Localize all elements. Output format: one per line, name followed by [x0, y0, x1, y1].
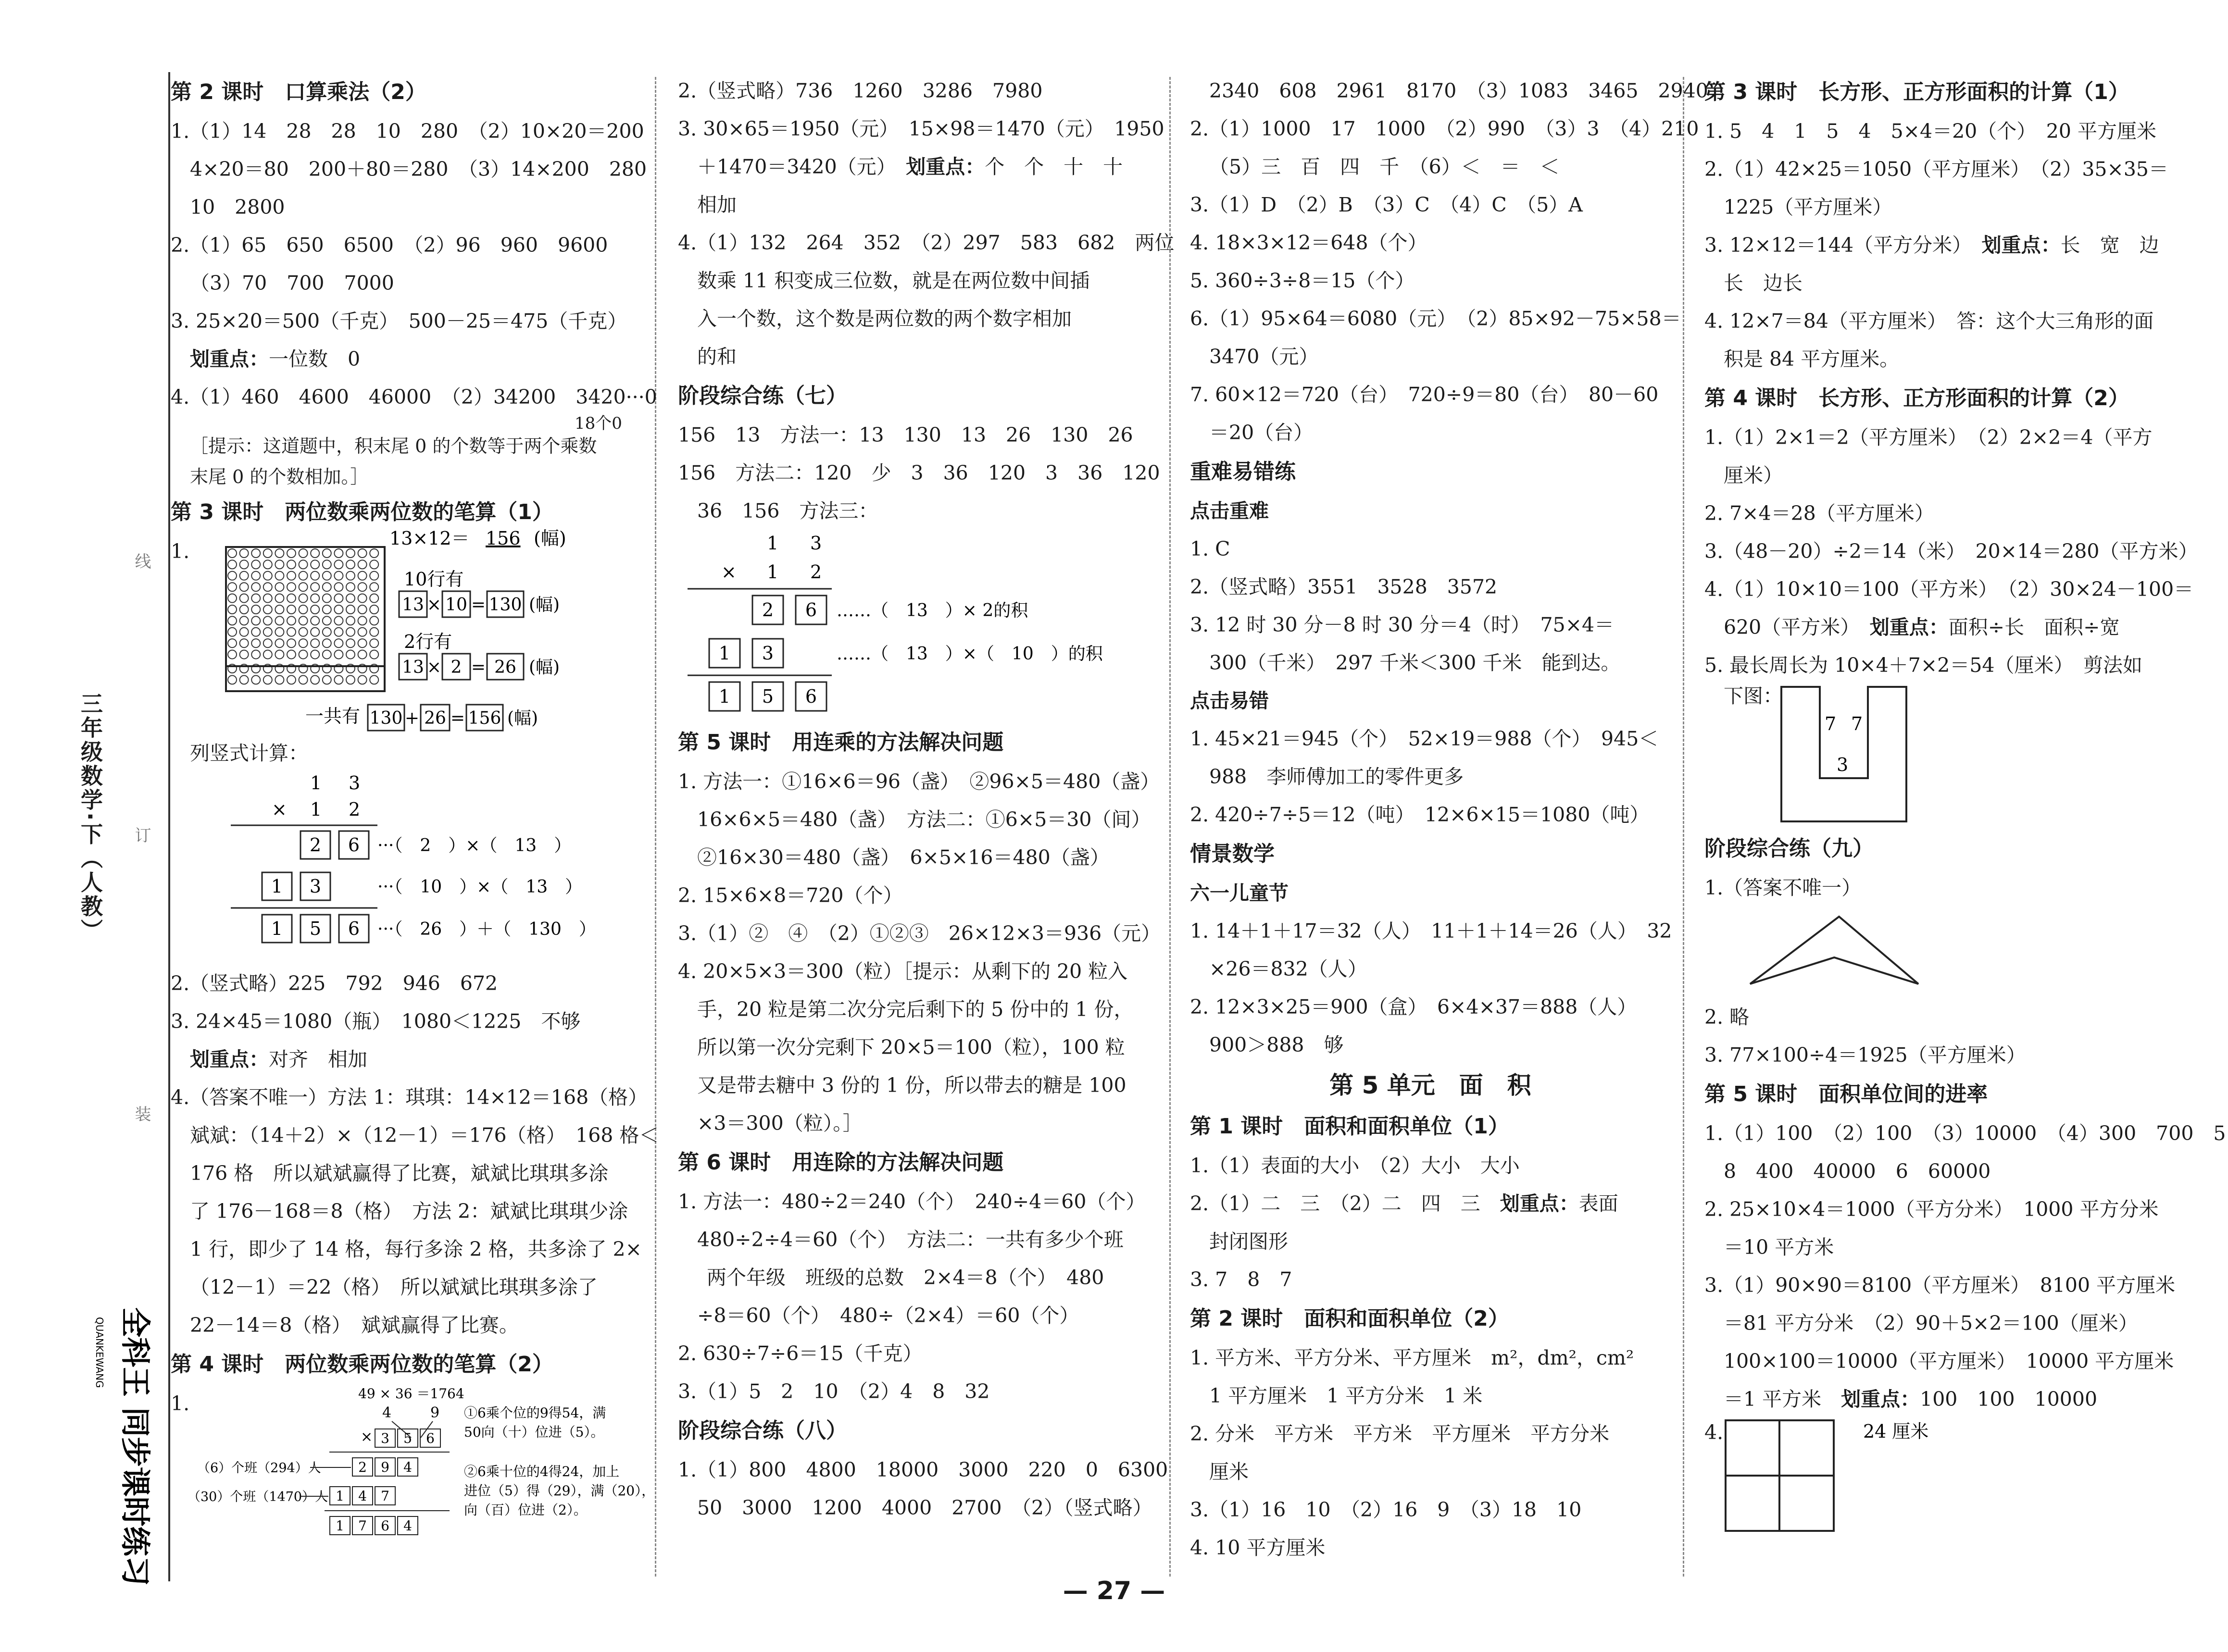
section-heading: 情景数学: [1190, 842, 1275, 866]
answer-line: 的和: [697, 345, 737, 368]
answer-line: 8 400 40000 6 60000: [1724, 1160, 1991, 1183]
answer-line: 2. 12×3×25＝900（盒） 6×4×37＝888（人）: [1190, 995, 1637, 1019]
answer-line: 3. 30×65＝1950（元） 15×98＝1470（元） 1950: [678, 117, 1164, 140]
digit-box: 6: [348, 918, 360, 939]
answer-line: 1. 5 4 1 5 4 5×4＝20（个） 20 平方厘米: [1704, 120, 2156, 143]
key-point-label: 划重点：: [906, 155, 985, 178]
digit: 2: [349, 799, 361, 820]
lesson-heading: 第 2 课时 口算乘法（2）: [171, 80, 426, 104]
brand-logo: [77, 1298, 168, 1586]
unit-label: (幅): [529, 595, 560, 615]
answer-line: 斌斌：（14＋2）×（12－1）＝176（格） 168 格＜: [190, 1124, 659, 1147]
step-note: ……（ 13 ）×（ 10 ）的积: [837, 644, 1103, 664]
answer-line: 300（千米） 297 千米＜300 千米 能到达。: [1209, 651, 1621, 674]
digit-box: 7: [381, 1488, 389, 1504]
key-point-text: 个 个 十 十: [985, 155, 1123, 178]
box-13b: 13: [402, 658, 424, 677]
key-point-line: [1190, 1185, 1671, 1223]
digit-box: 6: [381, 1518, 389, 1534]
step-note: ···（ 26 ）＋（ 130 ）: [377, 919, 596, 939]
column-divider: [1169, 77, 1171, 1577]
step-note: 向（百）位进（2）。: [464, 1502, 587, 1518]
answer-line: 3. 12 时 30 分－8 时 30 分＝4（时） 75×4＝: [1190, 613, 1615, 636]
answer-line: 2.（竖式略）3551 3528 3572: [1190, 575, 1498, 598]
square-grid-figure: [1724, 1418, 1929, 1534]
u-shape-figure: [1779, 684, 1909, 824]
answer-line: 4. 10 平方厘米: [1190, 1536, 1326, 1559]
key-point-line: [171, 1041, 642, 1079]
answer-line: 2.（竖式略）736 1260 3286 7980: [678, 79, 1043, 102]
step-note: ②6乘十位的4得24，加上: [464, 1464, 620, 1479]
key-point-line: [1704, 1380, 2214, 1418]
digit: 1: [310, 772, 322, 794]
answer-line: 1.（1）800 4800 18000 3000 220 0 6300: [678, 1458, 1168, 1481]
arrow-triangle: [1750, 917, 1918, 984]
times-sign: ×: [426, 595, 442, 615]
answer-line: 数乘 11 积变成三位数，就是在两位数中间插: [697, 269, 1090, 292]
answer-line: 4. 20×5×3＝300（粒）［提示：从剩下的 20 粒入: [678, 960, 1128, 983]
answer-line: 积是 84 平方厘米。: [1724, 348, 1900, 371]
answer-line: ×26＝832（人）: [1209, 957, 1367, 981]
answer-line: ＝20（台）: [1209, 421, 1314, 444]
step-note: ···（ 10 ）×（ 13 ）: [377, 877, 583, 897]
answer-line: 1 平方厘米 1 平方分米 1 米: [1209, 1384, 1483, 1407]
total-box-156: 156: [468, 708, 501, 728]
digit-box: 1: [336, 1488, 344, 1504]
vertical-multiplication-3: [678, 530, 1149, 722]
digit-box: 2: [309, 834, 322, 856]
answer-line: （12－1）＝22（格） 所以斌斌比琪琪多涂了: [190, 1276, 598, 1299]
hint-line: 末尾 0 的个数相加。］: [190, 466, 369, 487]
step-note: ①6乘个位的9得54，满: [464, 1405, 606, 1421]
equals-sign: =: [471, 658, 486, 677]
key-point-label: 划重点：: [1869, 616, 1949, 639]
answer-line: （5）三 百 四 千 （6）＜ ＝ ＜: [1209, 155, 1560, 178]
row-label: （30）个班（1470）人: [188, 1490, 328, 1504]
digit-box: 1: [718, 686, 731, 707]
digit-box: 5: [309, 918, 322, 939]
answer-line: （3）70 700 7000: [190, 272, 394, 295]
lesson-heading: 第 4 课时 两位数乘两位数的笔算（2）: [171, 1352, 553, 1377]
answer-line: 两个年级 班级的总数 2×4＝8（个） 480: [707, 1266, 1104, 1289]
answer-line: 2. 15×6×8＝720（个）: [678, 884, 903, 907]
answer-line: 2. 630÷7÷6＝15（千克）: [678, 1342, 923, 1365]
answer-line: 22－14＝8（格） 斌斌赢得了比赛。: [190, 1314, 519, 1337]
key-point-label: 划重点：: [1981, 234, 2061, 257]
section-heading: 阶段综合练（七）: [678, 384, 847, 408]
lesson-heading: 第 4 课时 长方形、正方形面积的计算（2）: [1704, 386, 2129, 410]
perimeter-label: 24 厘米: [1863, 1421, 1929, 1442]
digit-box: 5: [403, 1430, 412, 1446]
side-label: 7: [1851, 713, 1863, 734]
answer-line: 4. 12×7＝84（平方厘米） 答：这个大三角形的面: [1704, 310, 2154, 333]
box-10: 10: [445, 595, 467, 615]
section-heading: 阶段综合练（九）: [1704, 836, 1874, 861]
ten-rows-label: 10行有: [404, 569, 464, 590]
answer-line: 900＞888 够: [1209, 1033, 1344, 1056]
unit-label: (幅): [507, 708, 538, 728]
digit-box: 4: [358, 1488, 367, 1504]
answer-line: 3.（1）16 10 （2）16 9 （3）18 10: [1190, 1498, 1582, 1521]
cut-mark-line: 线: [132, 553, 151, 569]
hint-line: ［提示：这道题中，积末尾 0 的个数等于两个乘数: [190, 435, 597, 457]
digit-box: 1: [271, 918, 283, 939]
answer-text: 3. 12×12＝144（平方分米）: [1704, 234, 1982, 257]
total-box-26: 26: [424, 708, 446, 728]
triangle-figure: [1704, 907, 2185, 998]
digit-box: 4: [403, 1459, 412, 1475]
answer-line: 相加: [697, 193, 737, 216]
answer-column-1: [171, 72, 659, 1558]
answer-line: 所以第一次分完剩下 20×5＝100（粒），100 粒: [697, 1036, 1125, 1059]
answer-line: 手，20 粒是第二次分完后剩下的 5 份中的 1 份，: [697, 998, 1134, 1021]
digit: 1: [767, 561, 779, 583]
two-rows-label: 2行有: [404, 631, 452, 652]
digit-box: 2: [358, 1459, 367, 1475]
answer-line: 3.（1）D （2）B （3）C （4）C （5）A: [1190, 193, 1583, 216]
answer-line: 4.（1）460 4600 46000 （2）34200 3420···0: [171, 385, 657, 409]
digit-box: 6: [426, 1430, 435, 1446]
answer-line: 3.（1）90×90＝8100（平方厘米） 8100 平方厘米: [1704, 1274, 2176, 1297]
key-point-line: [1704, 609, 2214, 646]
calc-label: 列竖式计算：: [190, 742, 308, 765]
answer-text: ＋1470＝3420（元）: [697, 155, 906, 178]
area-unit: (幅): [534, 528, 566, 549]
lesson-heading: 第 5 课时 用连乘的方法解决问题: [678, 730, 1004, 755]
side-label: 3: [1837, 754, 1849, 775]
answer-text: 2.（1）二 三 （2）二 四 三: [1190, 1192, 1500, 1215]
answer-line: 1.（1）2×1＝2（平方厘米） （2）2×2＝4（平方: [1704, 426, 2153, 449]
answer-line: 2. 25×10×4＝1000（平方分米） 1000 平方分米: [1704, 1198, 2159, 1221]
answer-line: 入一个数，这个数是两位数的两个数字相加: [697, 307, 1072, 330]
step-note: ···（ 2 ）×（ 13 ）: [377, 836, 572, 856]
answer-line: 7. 60×12＝720（台） 720÷9＝80（台） 80－60: [1190, 383, 1659, 406]
answer-line: 2340 608 2961 8170 （3）1083 3465 2940: [1209, 79, 1708, 102]
answer-line: 988 李师傅加工的零件更多: [1209, 765, 1464, 788]
digit-box: 1: [336, 1518, 344, 1534]
answer-line: 厘米）: [1724, 464, 1783, 487]
cut-mark-zhuang: 装: [132, 1105, 151, 1122]
lesson-heading: 第 6 课时 用连除的方法解决问题: [678, 1150, 1004, 1175]
side-label: 7: [1825, 713, 1837, 734]
digit-box: 6: [348, 834, 360, 856]
dot-array-figure: [171, 528, 632, 734]
answer-line: 4.（1）10×10＝100（平方米） （2）30×24－100＝: [1704, 578, 2194, 601]
answer-line: 1. 14＋1＋17＝32（人） 11＋1＋14＝26（人） 32: [1190, 919, 1672, 943]
digit-box: 1: [271, 876, 283, 897]
times-sign: ×: [272, 799, 287, 820]
box-26: 26: [494, 658, 516, 677]
answer-line: 2.（竖式略）225 792 946 672: [171, 972, 498, 995]
answer-line: 36 156 方法三：: [697, 499, 878, 522]
cut-figure-block: [1704, 684, 2214, 829]
answer-column-4: [1704, 72, 2226, 1534]
plus-sign: +: [404, 708, 420, 728]
answer-line: 1. 方法一：480÷2＝240（个） 240÷4＝60（个）: [678, 1190, 1146, 1213]
answer-line: 4×20＝80 200＋80＝280 （3）14×200 280: [190, 158, 647, 181]
area-answer: 156: [486, 528, 521, 549]
answer-line: 1225（平方厘米）: [1724, 196, 1892, 219]
digit-box: 4: [403, 1518, 412, 1534]
answer-line: 3. 77×100÷4＝1925（平方厘米）: [1704, 1043, 2026, 1067]
lesson-heading: 第 3 课时 长方形、正方形面积的计算（1）: [1704, 80, 2129, 104]
digit-box: 9: [381, 1459, 389, 1475]
answer-column-3: [1190, 72, 1708, 1567]
answer-line: 3.（1）② ④ （2）①②③ 26×12×3＝936（元）: [678, 922, 1161, 945]
answer-line: ＝10 平方米: [1724, 1236, 1834, 1259]
key-point-text: 表面: [1578, 1192, 1618, 1215]
vertical-multiplication-2: [171, 1385, 655, 1558]
digit-box: 1: [718, 643, 731, 664]
lesson-heading: 第 3 课时 两位数乘两位数的笔算（1）: [171, 500, 553, 524]
logo-text: 全科王 同步课时练习: [118, 1307, 153, 1586]
column-divider: [1683, 77, 1684, 1577]
answer-line: 156 13 方法一：13 130 13 26 130 26: [678, 423, 1133, 447]
key-point-text: 100 100 10000: [1920, 1388, 2098, 1411]
digit-box: 6: [805, 599, 817, 621]
answer-line: 3. 25×20＝500（千克） 500－25＝475（千克）: [171, 310, 627, 333]
section-heading: 重难易错练: [1190, 460, 1296, 484]
answer-line: 1.（1）表面的大小 （2）大小 大小: [1190, 1154, 1520, 1177]
answer-line: 1 行，即少了 14 格，每行多涂 2 格，共多涂了 2×: [190, 1238, 642, 1261]
answer-line: 3.（48－20）÷2＝14（米） 20×14＝280（平方米）: [1704, 540, 2198, 563]
digit: 3: [349, 772, 361, 794]
key-point-label: 划重点：: [190, 1048, 269, 1071]
answer-line: 100×100＝10000（平方厘米） 10000 平方厘米: [1724, 1350, 2174, 1373]
answer-line: 5. 360÷3÷8＝15（个）: [1190, 269, 1415, 292]
answer-line: 2. 分米 平方米 平方米 平方厘米 平方分米: [1190, 1422, 1610, 1445]
key-point-text: 对齐 相加: [269, 1048, 367, 1071]
step-note: 50向（十）位进（5）。: [464, 1424, 604, 1440]
answer-line: 5. 最长周长为 10×4＋7×2＝54（厘米） 剪法如: [1704, 654, 2142, 677]
subsection-heading: 点击易错: [1190, 689, 1269, 712]
digit-box: 7: [358, 1518, 367, 1534]
answer-line: ÷8＝60（个） 480÷（2×4）＝60（个）: [697, 1304, 1079, 1327]
digit: 3: [810, 533, 822, 554]
logo-sub: QUANKEWANG: [94, 1317, 105, 1388]
key-point-label: 划重点：: [1841, 1388, 1920, 1411]
step-note: 进位（5）得（29），满（20），: [464, 1483, 655, 1499]
subsection-heading: 点击重难: [1190, 499, 1269, 522]
column-divider: [655, 77, 656, 1577]
answer-note: 18个0: [575, 414, 622, 433]
answer-line: 10 2800: [190, 196, 285, 219]
box-130: 130: [488, 595, 522, 615]
question-number: 1.: [171, 1392, 190, 1415]
answer-line: ＝81 平方分米 （2）90＋5×2＝100（厘米）: [1724, 1312, 2138, 1335]
digit-box: 6: [805, 686, 817, 707]
row-label: （6）个班（294）人: [197, 1461, 321, 1476]
answer-line: 3.（1）5 2 10 （2）4 8 32: [678, 1380, 990, 1403]
answer-line: 1. 平方米、平方分米、平方厘米 m²，dm²，cm²: [1190, 1346, 1634, 1369]
answer-line: 长 边长: [1724, 272, 1802, 295]
answer-line: 厘米: [1209, 1460, 1249, 1483]
answer-line: 3470（元）: [1209, 345, 1319, 368]
digit-box: 3: [309, 876, 322, 897]
key-point-text: 长 宽 边: [2060, 234, 2159, 257]
answer-line: 1.（答案不唯一）: [1704, 876, 1862, 899]
page-number: — 27 —: [1063, 1577, 1165, 1605]
digit: 9: [430, 1404, 440, 1421]
key-point-line: [678, 148, 1159, 186]
answer-line: 4. 18×3×12＝648（个）: [1190, 231, 1427, 254]
digit-box: 5: [762, 686, 774, 707]
key-point-text: 面积÷长 面积÷宽: [1948, 616, 2120, 639]
book-title: 三年级数学·下（人教）: [77, 692, 103, 943]
unit-title: 第 5 单元 面 积: [1329, 1071, 1531, 1099]
answer-line: 16×6×5＝480（盏） 方法二：①6×5＝30（间）: [697, 808, 1151, 831]
answer-line: 2. 420÷7÷5＝12（吨） 12×6×15＝1080（吨）: [1190, 803, 1650, 826]
cut-mark-ding: 订: [132, 827, 151, 843]
lesson-heading: 第 2 课时 面积和面积单位（2）: [1190, 1306, 1509, 1331]
section-heading: 阶段综合练（八）: [678, 1418, 847, 1443]
step-note: ……（ 13 ）× 2的积: [837, 601, 1028, 621]
equation: 49 × 36 ＝1764: [358, 1386, 464, 1402]
key-point-line: [1704, 226, 2214, 264]
digit: 1: [767, 533, 779, 554]
times-sign: ×: [361, 1428, 373, 1445]
key-point-line: [171, 340, 642, 378]
times-sign: ×: [426, 658, 442, 677]
answer-line: 1.（1）100 （2）100 （3）10000 （4）300 700 5: [1704, 1122, 2226, 1145]
answer-line: ②16×30＝480（盏） 6×5×16＝480（盏）: [697, 846, 1110, 869]
key-point-label: 划重点：: [190, 348, 269, 371]
area-equation: 13×12＝: [389, 528, 470, 549]
answer-text: 620（平方米）: [1724, 616, 1870, 639]
equals-sign: =: [471, 595, 486, 615]
lesson-heading: 第 1 课时 面积和面积单位（1）: [1190, 1114, 1509, 1139]
digit: 2: [810, 561, 822, 583]
answer-line: 又是带去糖中 3 份的 1 份，所以带去的糖是 100: [697, 1074, 1127, 1097]
unit-label: (幅): [529, 658, 560, 677]
answer-line: 1. 方法一：①16×6＝96（盏） ②96×5＝480（盏）: [678, 770, 1160, 793]
answer-line: 2.（1）1000 17 1000 （2）990 （3）3 （4）210: [1190, 117, 1699, 140]
answer-line: 4.（答案不唯一）方法 1：琪琪：14×12＝168（格）: [171, 1086, 648, 1109]
vertical-multiplication-1: [171, 772, 632, 965]
equals-sign: =: [450, 708, 465, 728]
answer-line: 6.（1）95×64＝6080（元） （2）85×92－75×58＝: [1190, 307, 1681, 330]
digit-box: 3: [762, 643, 774, 664]
answer-column-2: [678, 72, 1175, 1527]
answer-line: 480÷2÷4＝60（个） 方法二：一共有多少个班: [697, 1228, 1124, 1251]
answer-line: 156 方法二：120 少 3 36 120 3 36 120: [678, 461, 1160, 484]
answer-line: 2. 7×4＝28（平方厘米）: [1704, 502, 1934, 525]
answer-line: 封闭图形: [1209, 1230, 1288, 1253]
answer-line: 2. 略: [1704, 1006, 1750, 1029]
digit: 1: [310, 799, 322, 820]
answer-line: 下图：: [1724, 684, 1783, 708]
answer-text: ＝1 平方米: [1724, 1388, 1841, 1411]
digit: 4: [382, 1404, 392, 1421]
key-point-label: 划重点：: [1500, 1192, 1579, 1215]
subsection-heading: 六一儿童节: [1190, 882, 1289, 905]
answer-line: 3. 7 8 7: [1190, 1268, 1292, 1291]
key-point-text: 一位数 0: [269, 348, 361, 371]
answer-line: 2.（1）42×25＝1050（平方厘米） （2）35×35＝: [1704, 158, 2169, 181]
digit-box: 3: [381, 1430, 389, 1446]
answer-line: 1. C: [1190, 537, 1230, 560]
answer-line: 2.（1）65 650 6500 （2）96 960 9600: [171, 234, 608, 257]
total-label: 一共有: [305, 706, 361, 727]
square-figure-block: [1704, 1418, 2214, 1534]
question-number: 1.: [171, 540, 190, 563]
question-number: 4.: [1704, 1421, 1724, 1444]
answer-line: 了 176－168＝8（格） 方法 2：斌斌比琪琪少涂: [190, 1200, 628, 1223]
box-13: 13: [402, 595, 424, 615]
answer-line: 1.（1）14 28 28 10 280 （2）10×20＝200: [171, 120, 644, 143]
answer-line: 176 格 所以斌斌赢得了比赛，斌斌比琪琪多涂: [190, 1162, 609, 1185]
times-sign: ×: [721, 561, 737, 583]
box-2: 2: [451, 658, 462, 677]
answer-line: 3. 24×45＝1080（瓶） 1080＜1225 不够: [171, 1010, 581, 1033]
answer-line: 1. 45×21＝945（个） 52×19＝988（个） 945＜: [1190, 727, 1659, 750]
answer-line: 4.（1）132 264 352 （2）297 583 682 两位: [678, 231, 1175, 254]
digit-box: 2: [762, 599, 774, 621]
total-box-130: 130: [369, 708, 403, 728]
lesson-heading: 第 5 课时 面积单位间的进率: [1704, 1082, 1988, 1106]
answer-line: 50 3000 1200 4000 2700 （2）（竖式略）: [697, 1496, 1152, 1519]
answer-line: ×3＝300（粒）。］: [697, 1112, 863, 1135]
